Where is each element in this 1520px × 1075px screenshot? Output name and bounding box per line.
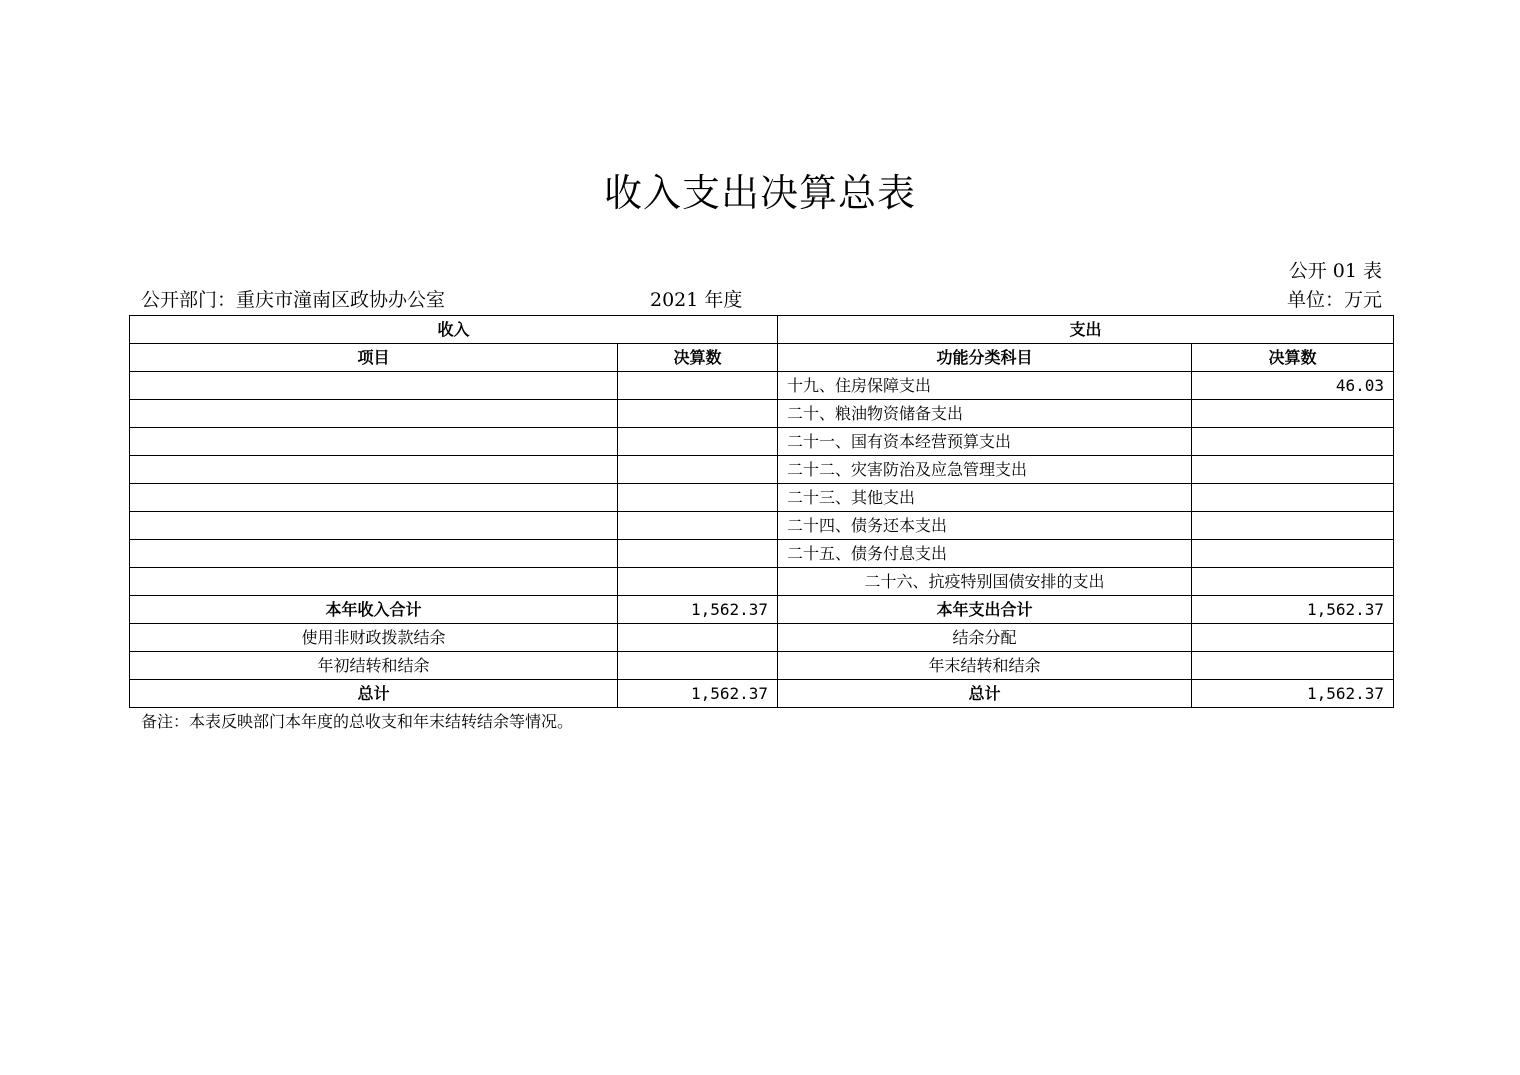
income-amount-cell: [618, 568, 778, 596]
expense-subtotal-amount: 1,562.37: [1192, 596, 1394, 624]
income-amount-cell: [618, 624, 778, 652]
income-item-cell: 年初结转和结余: [130, 652, 618, 680]
table-row: [130, 624, 1394, 652]
income-group-header: 收入: [130, 316, 778, 344]
income-amount-cell: [618, 484, 778, 512]
expense-amount-cell: [1192, 568, 1394, 596]
expense-item-cell: 二十六、抗疫特别国债安排的支出: [778, 568, 1192, 596]
expense-item-cell: 十九、住房保障支出: [778, 372, 1192, 400]
table-row: [130, 652, 1394, 680]
income-amount-header: 决算数: [618, 344, 778, 372]
expense-amount-cell: [1192, 484, 1394, 512]
income-total-amount: 1,562.37: [618, 680, 778, 708]
income-subtotal-label: 本年收入合计: [130, 596, 618, 624]
expense-amount-cell: [1192, 540, 1394, 568]
expense-item-cell: 二十二、灾害防治及应急管理支出: [778, 456, 1192, 484]
income-amount-cell: [618, 512, 778, 540]
income-item-cell: [130, 568, 618, 596]
income-amount-cell: [618, 540, 778, 568]
footnote: 备注：本表反映部门本年度的总收支和年末结转结余等情况。: [141, 712, 574, 731]
expense-group-header: 支出: [778, 316, 1394, 344]
expense-item-cell: 结余分配: [778, 624, 1192, 652]
income-amount-cell: [618, 652, 778, 680]
expense-amount-header: 决算数: [1192, 344, 1394, 372]
income-amount-cell: [618, 400, 778, 428]
expense-amount-cell: [1192, 512, 1394, 540]
income-item-cell: [130, 400, 618, 428]
table-row: [130, 540, 1394, 568]
income-amount-cell: [618, 428, 778, 456]
unit-label: 单位：万元: [1286, 289, 1382, 311]
income-item-cell: [130, 428, 618, 456]
department-label: 公开部门：重庆市潼南区政协办公室: [141, 289, 446, 311]
income-item-cell: 使用非财政拨款结余: [130, 624, 618, 652]
expense-total-label: 总计: [778, 680, 1192, 708]
total-row: [130, 680, 1394, 708]
expense-item-cell: 二十三、其他支出: [778, 484, 1192, 512]
income-amount-cell: [618, 372, 778, 400]
income-item-cell: [130, 456, 618, 484]
subtotal-row: [130, 596, 1394, 624]
expense-amount-cell: [1192, 428, 1394, 456]
table-row: [130, 484, 1394, 512]
expense-item-cell: 年末结转和结余: [778, 652, 1192, 680]
income-item-cell: [130, 512, 618, 540]
income-item-cell: [130, 484, 618, 512]
expense-item-cell: 二十五、债务付息支出: [778, 540, 1192, 568]
income-subtotal-amount: 1,562.37: [618, 596, 778, 624]
expense-amount-cell: [1192, 652, 1394, 680]
expense-amount-cell: [1192, 400, 1394, 428]
income-amount-cell: [618, 456, 778, 484]
table-row: [130, 568, 1394, 596]
table-number: 公开 01 表: [1288, 260, 1382, 282]
income-expense-table: [129, 315, 1394, 708]
income-total-label: 总计: [130, 680, 618, 708]
expense-item-cell: 二十四、债务还本支出: [778, 512, 1192, 540]
expense-item-header: 功能分类科目: [778, 344, 1192, 372]
expense-amount-cell: [1192, 456, 1394, 484]
table-row: [130, 456, 1394, 484]
fiscal-year: 2021 年度: [650, 289, 743, 311]
expense-amount-cell: 46.03: [1192, 372, 1394, 400]
table-row: [130, 400, 1394, 428]
expense-subtotal-label: 本年支出合计: [778, 596, 1192, 624]
expense-total-amount: 1,562.37: [1192, 680, 1394, 708]
expense-item-cell: 二十、粮油物资储备支出: [778, 400, 1192, 428]
table-row: [130, 372, 1394, 400]
group-header-row: [130, 316, 1394, 344]
expense-item-cell: 二十一、国有资本经营预算支出: [778, 428, 1192, 456]
income-item-header: 项目: [130, 344, 618, 372]
column-header-row: [130, 344, 1394, 372]
income-item-cell: [130, 372, 618, 400]
page-title: 收入支出决算总表: [603, 171, 916, 215]
expense-amount-cell: [1192, 624, 1394, 652]
table-row: [130, 428, 1394, 456]
income-item-cell: [130, 540, 618, 568]
table-row: [130, 512, 1394, 540]
